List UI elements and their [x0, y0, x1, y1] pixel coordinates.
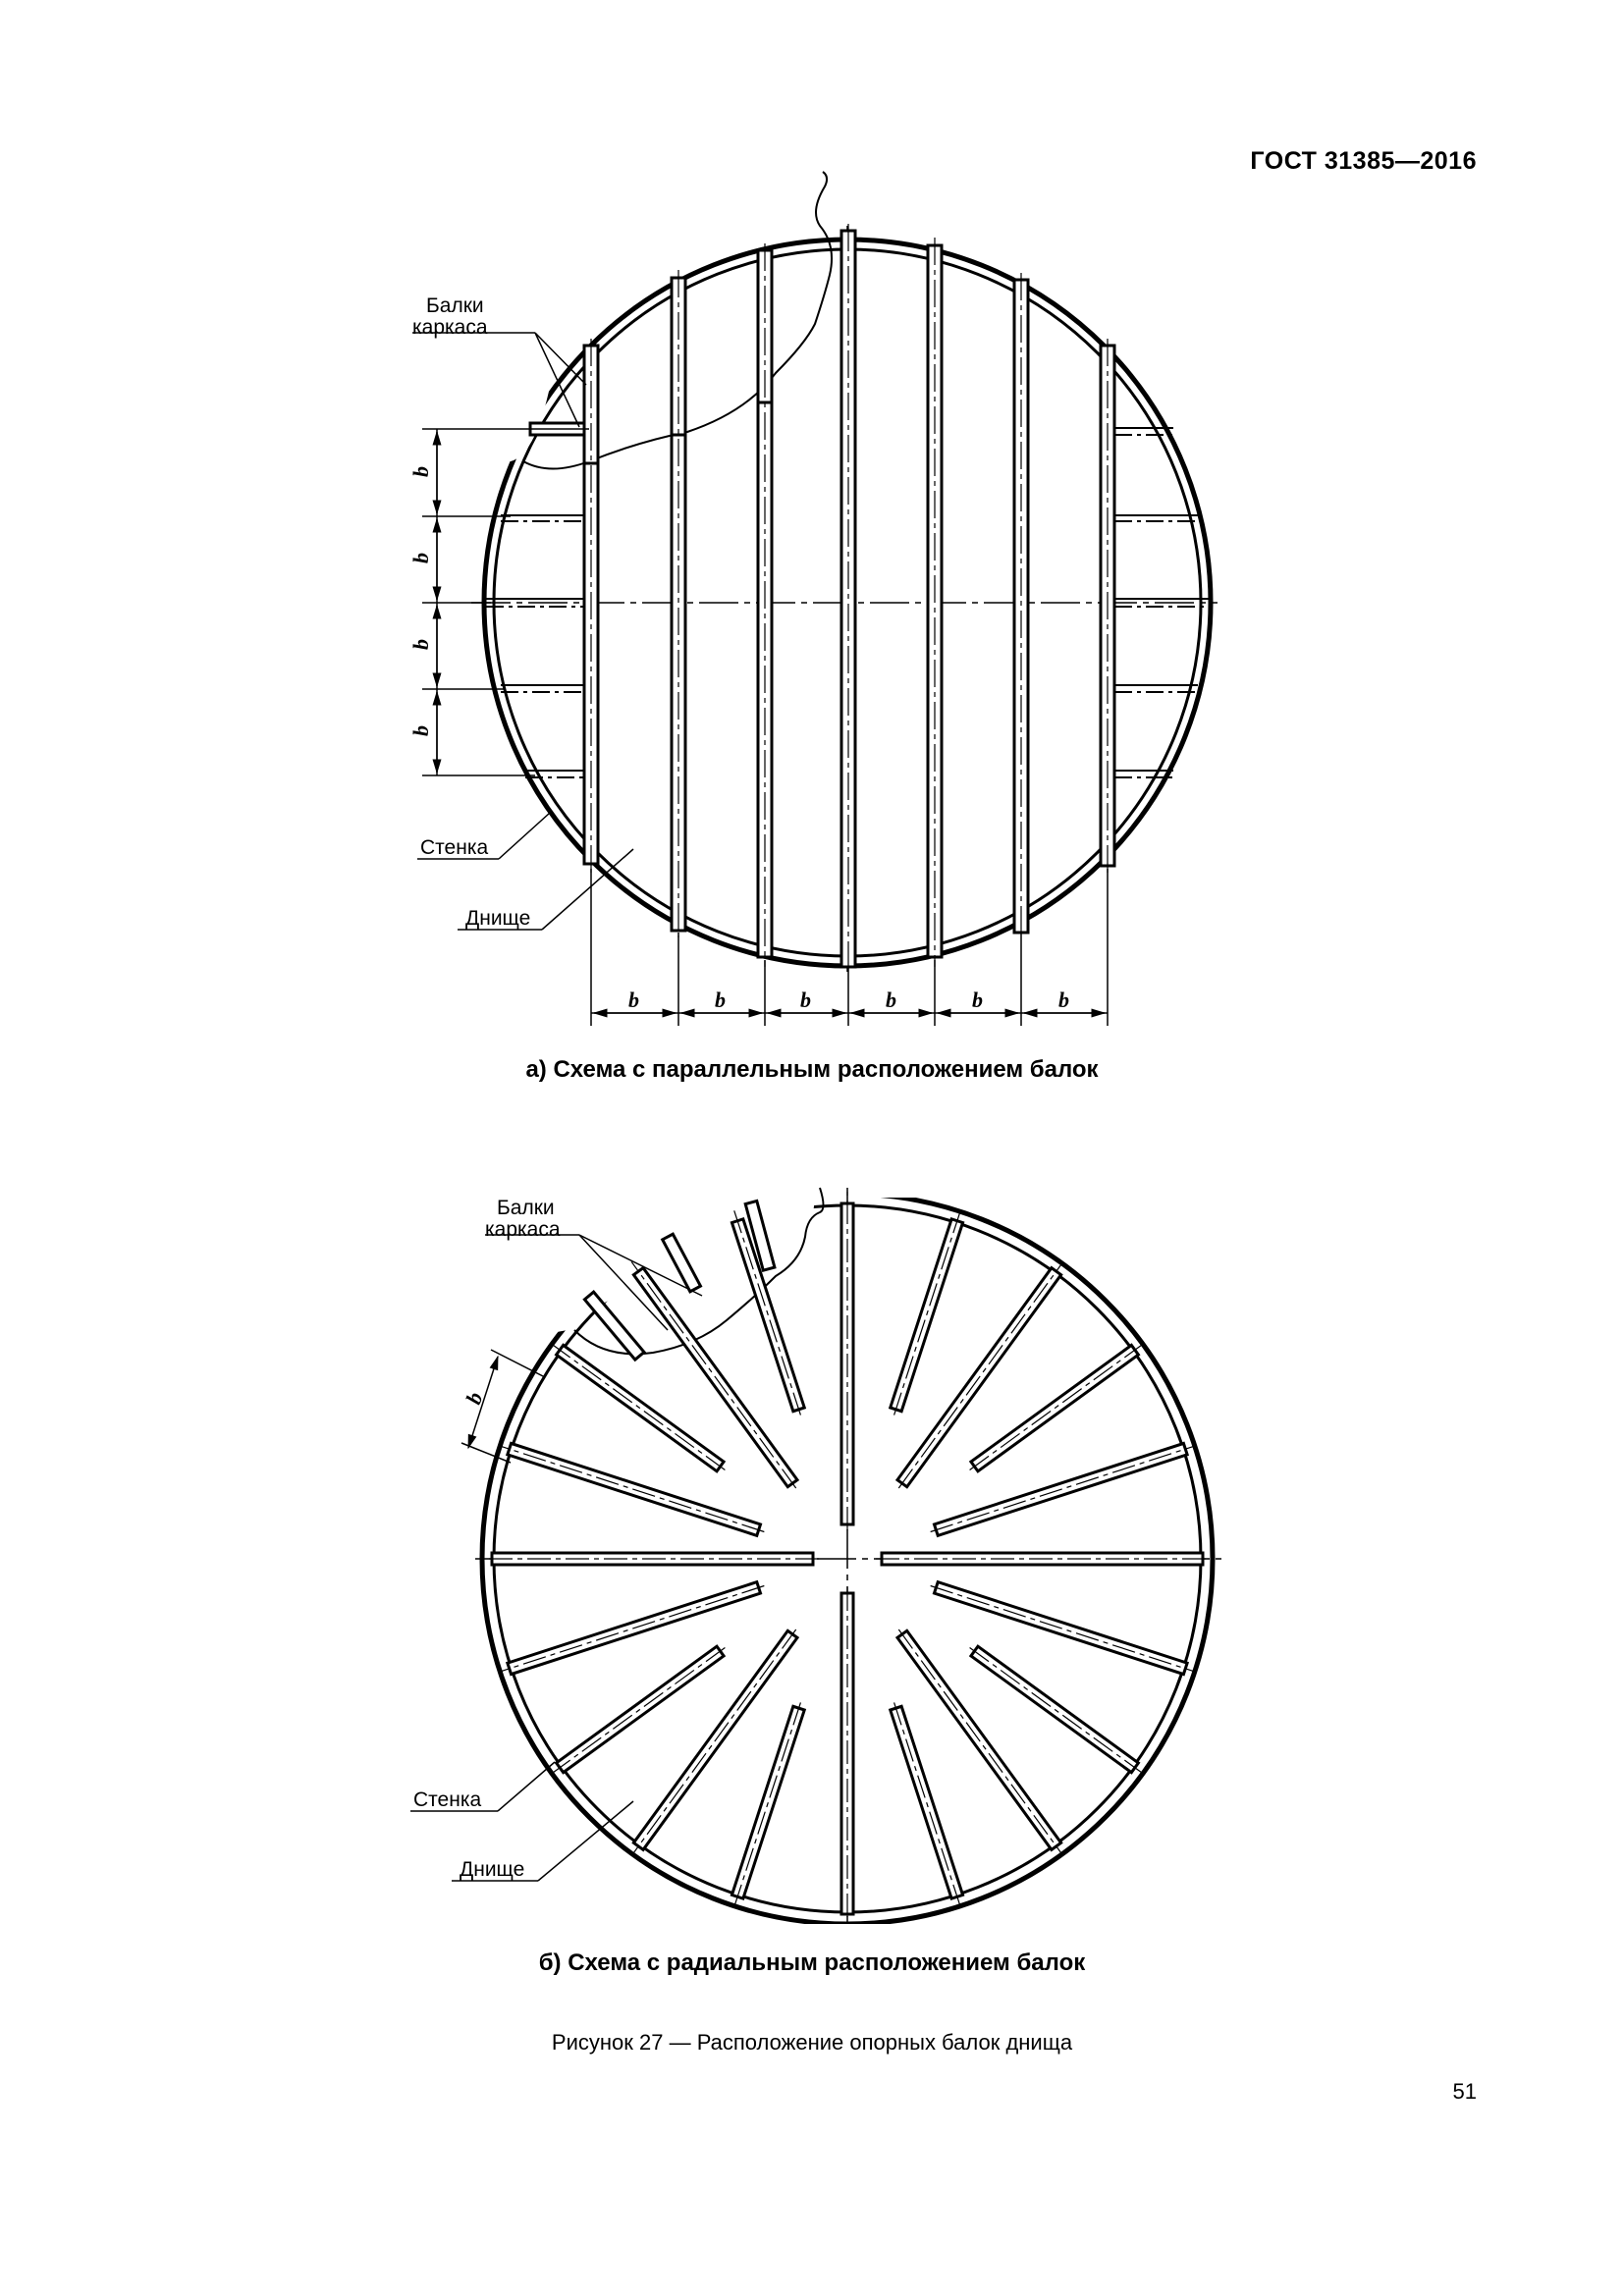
spacing-label: b [408, 466, 433, 477]
frame-beams-label-line1: Балки [426, 294, 484, 317]
spacing-label: b [460, 1388, 488, 1408]
radial-beam [496, 1580, 766, 1678]
radial-beam [480, 1553, 819, 1565]
radial-beam [876, 1553, 1215, 1565]
figure-a-caption: а) Схема с параллельным расположением балок [525, 1056, 1099, 1083]
spacing-label: b [715, 988, 726, 1012]
figure-a-drawing [0, 0, 1624, 1060]
figure-b-drawing [0, 1139, 1624, 1924]
spacing-label: b [1058, 988, 1069, 1012]
spacing-label: b [628, 988, 639, 1012]
bottom-label: Днище [460, 1858, 525, 1881]
frame-beams-label-line2: каркаса [412, 316, 488, 339]
bottom-label: Днище [465, 907, 531, 930]
spacing-label: b [408, 725, 433, 736]
spacing-label: b [408, 639, 433, 650]
radial-beam [929, 1580, 1199, 1678]
spacing-label: b [800, 988, 811, 1012]
radial-beam [929, 1440, 1199, 1537]
spacing-label: b [408, 553, 433, 563]
figure-b-caption: б) Схема с радиальным расположением балок [538, 1949, 1086, 1976]
radial-beam [496, 1440, 766, 1537]
figure-a-parallel-layout [0, 0, 1624, 1060]
radial-beam [889, 1701, 966, 1910]
figure-b-radial-layout [0, 1139, 1624, 1924]
radial-beam [841, 1587, 853, 1924]
radial-beam [841, 1192, 853, 1530]
frame-beams-label-line1: Балки [497, 1197, 555, 1219]
arc-dimension [461, 1350, 545, 1463]
radial-beam [729, 1701, 806, 1910]
radial-beam [889, 1207, 966, 1416]
spacing-label: b [886, 988, 896, 1012]
frame-beams-label-line2: каркаса [485, 1218, 561, 1241]
page-number: 51 [1452, 2079, 1477, 2104]
wall-label: Стенка [413, 1789, 482, 1811]
vertical-spacing-labels [408, 466, 433, 736]
document-code: ГОСТ 31385—2016 [1250, 147, 1477, 175]
wall-label: Стенка [420, 836, 489, 859]
figure-caption: Рисунок 27 — Расположение опорных балок днища [551, 2030, 1073, 2055]
spacing-label: b [972, 988, 983, 1012]
parallel-beams [584, 231, 1114, 967]
